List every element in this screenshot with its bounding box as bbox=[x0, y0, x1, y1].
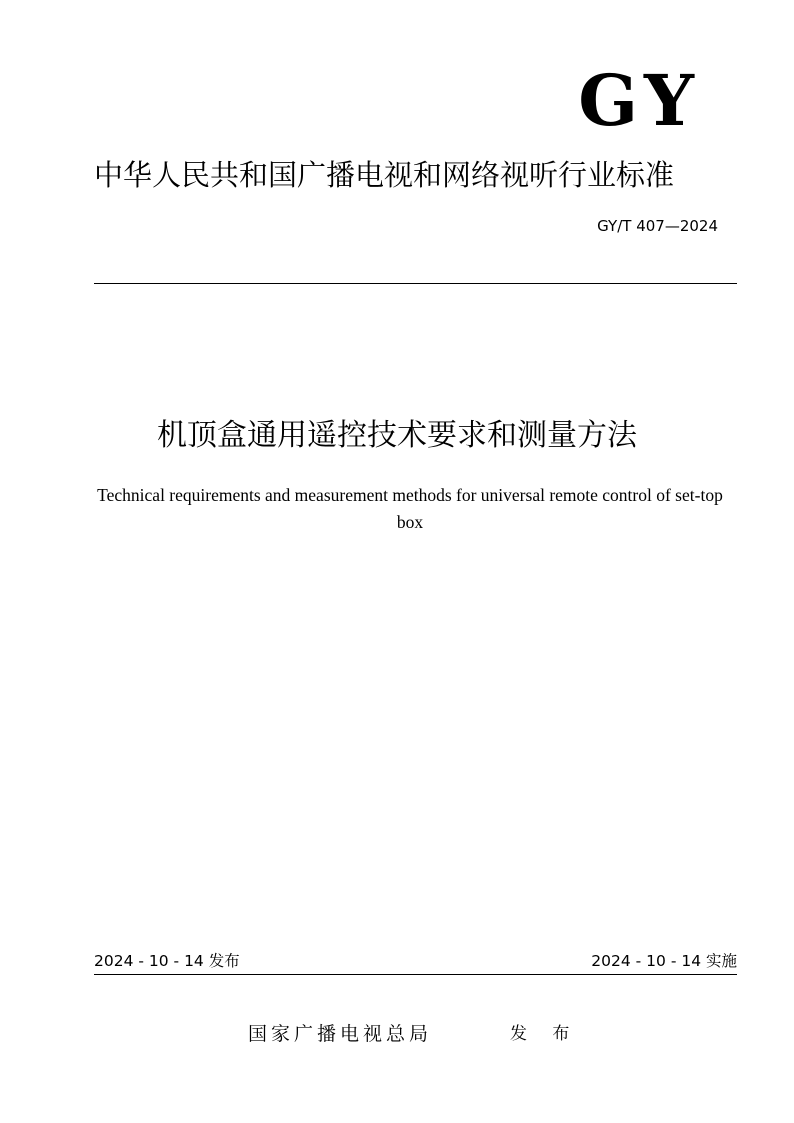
release-date: 2024 - 10 - 14 发布 bbox=[94, 952, 240, 970]
publisher-name: 国家广播电视总局 bbox=[248, 1023, 433, 1045]
document-title-english: Technical requirements and measurement methods for universal remote control of set-top box bbox=[97, 485, 723, 532]
standard-number: GY/T 407—2024 bbox=[597, 217, 718, 235]
document-title-chinese: 机顶盒通用遥控技术要求和测量方法 bbox=[157, 418, 637, 453]
publish-label: 发 布 bbox=[510, 1024, 580, 1044]
gy-logo: GY bbox=[578, 59, 700, 142]
standard-type-heading: 中华人民共和国广播电视和网络视听行业标准 bbox=[94, 158, 675, 192]
date-row bbox=[94, 950, 737, 975]
implementation-date: 2024 - 10 - 14 实施 bbox=[591, 952, 737, 970]
header-divider bbox=[94, 283, 737, 284]
